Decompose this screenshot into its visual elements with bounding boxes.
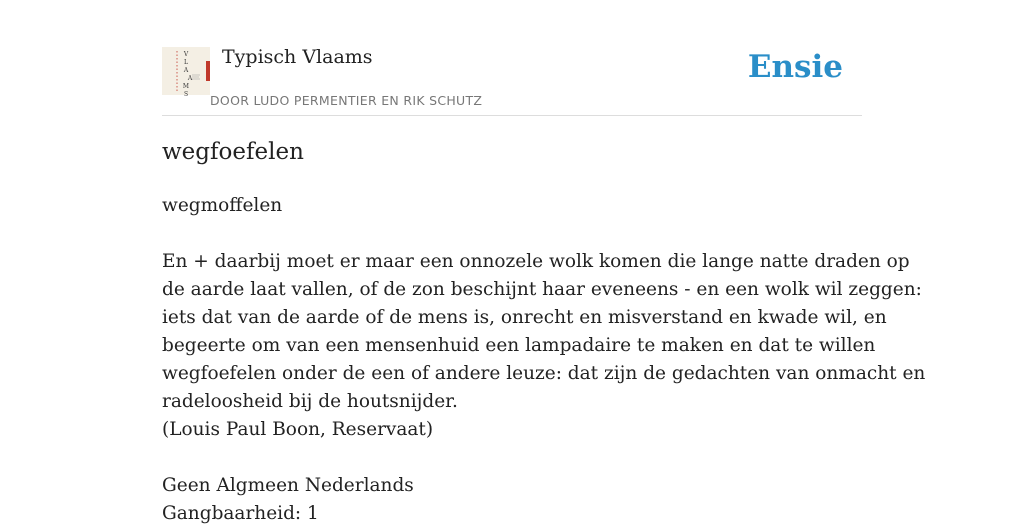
book-cover-icon bbox=[162, 47, 210, 98]
entry-definition: wegmoffelen bbox=[162, 195, 283, 216]
avatar-letter: A bbox=[183, 67, 189, 74]
quote-line: begeerte om van een mensenhuid een lampadaire te maken en dat te willen bbox=[162, 335, 876, 356]
quote-line: de aarde laat vallen, of de zon beschijnt haar eveneens - en een wolk wil zeggen: bbox=[162, 279, 922, 300]
header bbox=[162, 0, 862, 116]
book-title[interactable]: Typisch Vlaams bbox=[222, 46, 373, 68]
book-cover-avatar[interactable] bbox=[162, 47, 210, 98]
entry-word-title: wegfoefelen bbox=[162, 139, 304, 165]
avatar-letter: A bbox=[187, 75, 193, 82]
avatar-letter: S bbox=[183, 91, 189, 98]
quote-line: wegfoefelen onder de een of andere leuze: dat zijn de gedachten van onmacht en bbox=[162, 363, 926, 384]
quote-line: iets dat van de aarde of de mens is, onrecht en misverstand en kwade wil, en bbox=[162, 307, 887, 328]
entry-content bbox=[162, 192, 926, 528]
spacer bbox=[162, 220, 862, 248]
avatar-letter: L bbox=[184, 59, 188, 66]
quote-source: (Louis Paul Boon, Reservaat) bbox=[162, 419, 434, 440]
book-authors: DOOR LUDO PERMENTIER EN RIK SCHUTZ bbox=[210, 93, 483, 108]
quote-block bbox=[162, 248, 926, 444]
page-container bbox=[162, 0, 926, 524]
avatar-letter: V bbox=[183, 51, 189, 58]
entry-register: Geen Algmeen Nederlands bbox=[162, 475, 414, 496]
spacer bbox=[162, 444, 862, 472]
avatar-letter: M bbox=[182, 83, 190, 90]
entry-frequency: Gangbaarheid: 1 bbox=[162, 503, 319, 524]
quote-line: radeloosheid bij de houtsnijder. bbox=[162, 391, 458, 412]
ensie-logo-link[interactable]: Ensie bbox=[747, 49, 843, 85]
quote-line: En + daarbij moet er maar een onnozele wolk komen die lange natte draden op bbox=[162, 251, 910, 272]
